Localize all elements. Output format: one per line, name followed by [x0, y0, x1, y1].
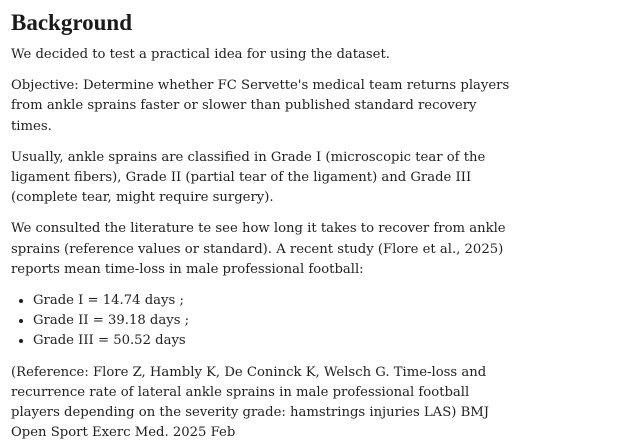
intro-paragraph: We decided to test a practical idea for using the dataset.	[11, 47, 390, 62]
list-item: • Grade II = 39.18 days ;	[33, 311, 523, 331]
grades-paragraph: Usually, ankle sprains are classified in Grade I (microscopic tear of the ligament fibers), Grade II (partial tear of the ligament) and Grade III (complete tear, might require surgery).	[11, 149, 486, 206]
reference-paragraph: (Reference: Flore Z, Hambly K, De Coninck K, Welsch G. Time-loss and recurrence rate of lateral ankle sprains in male professional football players depending on the severity grade: hamstrings injuries LAS) BMJ Open Sport Exerc Med. 2025 Feb	[11, 364, 490, 441]
list-item: • Grade III = 50.52 days	[33, 331, 523, 351]
list-item: • Grade I = 14.74 days ;	[33, 291, 523, 311]
recovery-time-list	[11, 291, 523, 352]
section-heading: Background	[11, 10, 133, 35]
literature-paragraph: We consulted the literature te see how long it takes to recover from ankle sprains (reference values or standard). A recent study (Flore et al., 2025) reports mean time-loss in male professional football:	[11, 221, 506, 277]
objective-paragraph: Objective: Determine whether FC Servette's medical team returns players from ankle sprains faster or slower than published standard recovery times.	[11, 78, 510, 134]
